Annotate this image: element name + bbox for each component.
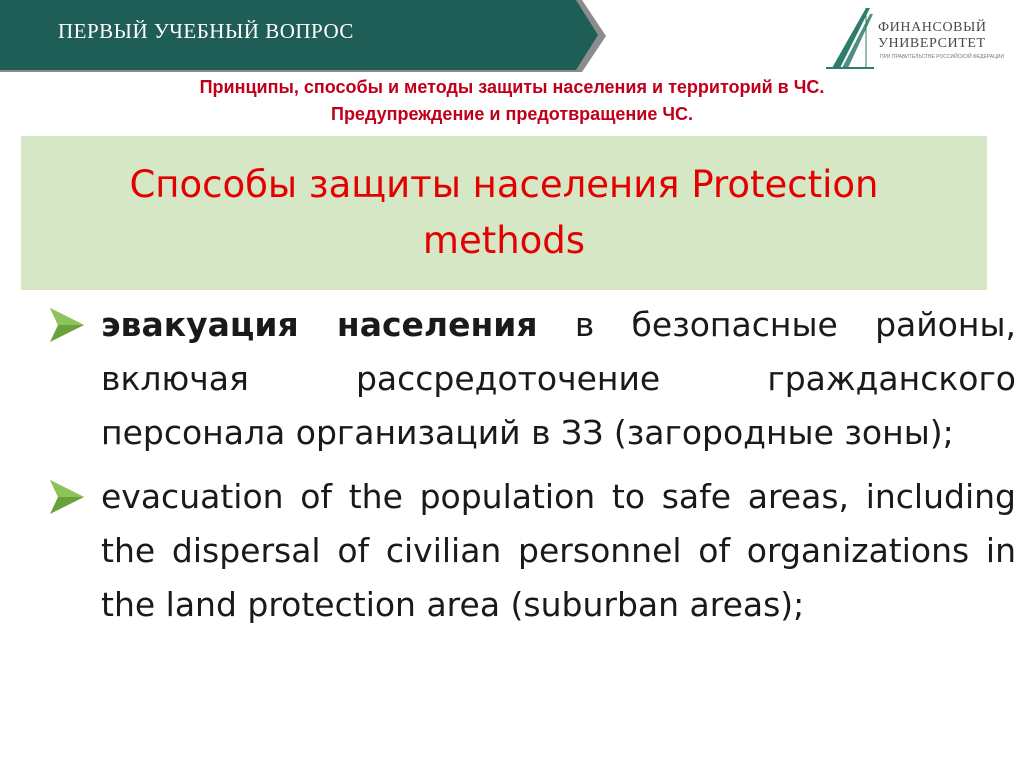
subtitle-line1: Принципы, способы и методы защиты населения и территорий в ЧС. (199, 77, 825, 97)
logo-text-line2: УНИВЕРСИТЕТ (878, 36, 986, 51)
subtitle-line2: Предупреждение и предотвращение ЧС. (331, 104, 693, 124)
logo-emblem-icon (826, 6, 886, 70)
bullet-text (101, 470, 1016, 632)
banner-title: ПЕРВЫЙ УЧЕБНЫЙ ВОПРОС (58, 19, 354, 43)
bullet-text (101, 298, 1016, 460)
bullet-body: evacuation of the population to safe areas, including the dispersal of civilian personnel of organizations in the land protection area (suburban areas); (101, 477, 1016, 624)
arrow-bullet-icon (48, 478, 86, 516)
bullet-body: в безопасные районы, включая рассредоточение гражданского персонала организаций в ЗЗ (загородные зоны); (101, 305, 1016, 452)
arrow-bullet-icon (48, 306, 86, 344)
title-line2: methods (422, 219, 586, 262)
slide-subtitle (0, 74, 1024, 128)
university-logo (826, 6, 1016, 70)
logo-text-line3: ПРИ ПРАВИТЕЛЬСТВЕ РОССИЙСКОЙ ФЕДЕРАЦИИ (880, 54, 1005, 60)
bullet-bold: эвакуация населения (101, 305, 538, 344)
slide-title (39, 157, 969, 269)
section-banner (0, 0, 610, 76)
bullet-list (48, 298, 1016, 642)
logo-text-line1: ФИНАНСОВЫЙ (878, 20, 987, 35)
bullet-item (48, 298, 1016, 460)
title-box (21, 136, 987, 290)
title-line1: Способы защиты населения Protection (129, 163, 879, 206)
bullet-item (48, 470, 1016, 632)
